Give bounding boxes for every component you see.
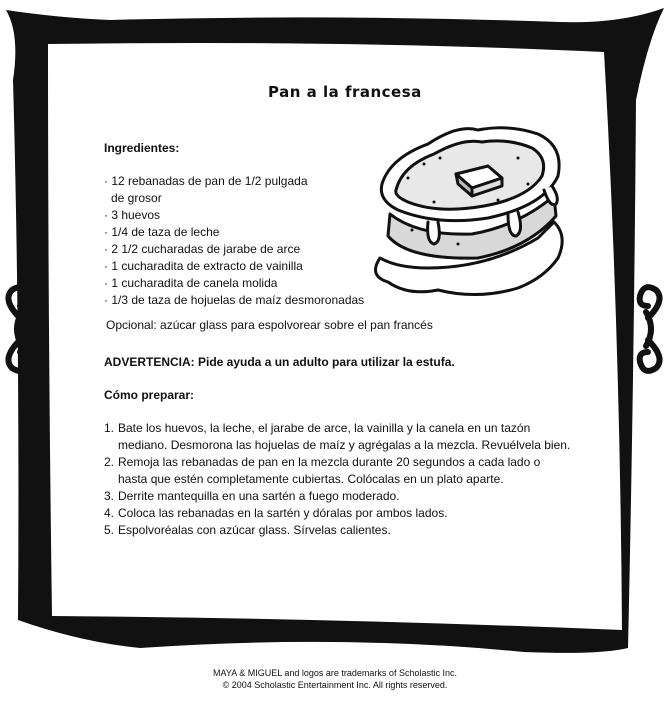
list-item bbox=[104, 488, 624, 505]
steps-list bbox=[104, 420, 624, 539]
step-text: Derrite mantequilla en una sartén a fuego moderado. bbox=[118, 489, 400, 503]
list-item: · 3 huevos bbox=[104, 208, 161, 222]
step-text: Espolvoréalas con azúcar glass. Sírvelas calientes. bbox=[118, 523, 391, 537]
list-item bbox=[104, 420, 624, 454]
list-item: de grosor bbox=[111, 191, 162, 205]
optional-note: Opcional: azúcar glass para espolvorear sobre el pan francés bbox=[106, 318, 433, 332]
list-item bbox=[104, 505, 624, 522]
page-title: Pan a la francesa bbox=[268, 83, 422, 101]
step-number: 4. bbox=[104, 506, 115, 520]
step-text: Remoja las rebanadas de pan en la mezcla durante 20 segundos a cada lado o bbox=[118, 455, 541, 469]
steps-heading: Cómo preparar: bbox=[104, 388, 195, 402]
step-text: Coloca las rebanadas en la sartén y dóralas por ambos lados. bbox=[118, 506, 448, 520]
ingredients-list bbox=[104, 173, 364, 309]
trademark-line: MAYA & MIGUEL and logos are trademarks of Scholastic Inc. bbox=[213, 668, 457, 678]
warning-note: ADVERTENCIA: Pide ayuda a un adulto para utilizar la estufa. bbox=[104, 355, 455, 369]
list-item: · 1 cucharadita de canela molida bbox=[104, 276, 278, 290]
step-text: Bate los huevos, la leche, el jarabe de arce, la vainilla y la canela en un tazón bbox=[118, 421, 531, 435]
step-number: 3. bbox=[104, 489, 115, 503]
step-number: 1. bbox=[104, 421, 115, 435]
step-number: 5. bbox=[104, 523, 115, 537]
step-number: 2. bbox=[104, 455, 115, 469]
list-item: · 12 rebanadas de pan de 1/2 pulgada bbox=[104, 174, 308, 188]
list-item: · 2 1/2 cucharadas de jarabe de arce bbox=[104, 242, 301, 256]
copyright-footer bbox=[0, 667, 670, 691]
step-text: mediano. Desmorona las hojuelas de maíz y agrégalas a la mezcla. Revuélvela bien. bbox=[118, 438, 571, 452]
list-item: · 1/4 de taza de leche bbox=[104, 225, 220, 239]
list-item: · 1 cucharadita de extracto de vainilla bbox=[104, 259, 303, 273]
copyright-line: © 2004 Scholastic Entertainment Inc. All rights reserved. bbox=[222, 680, 448, 690]
step-text: hasta que estén completamente cubiertas. Colócalas en un plato aparte. bbox=[118, 472, 504, 486]
list-item bbox=[104, 522, 624, 539]
list-item bbox=[104, 454, 624, 488]
list-item: · 1/3 de taza de hojuelas de maíz desmoronadas bbox=[104, 293, 365, 307]
ingredients-heading: Ingredientes: bbox=[104, 141, 180, 155]
